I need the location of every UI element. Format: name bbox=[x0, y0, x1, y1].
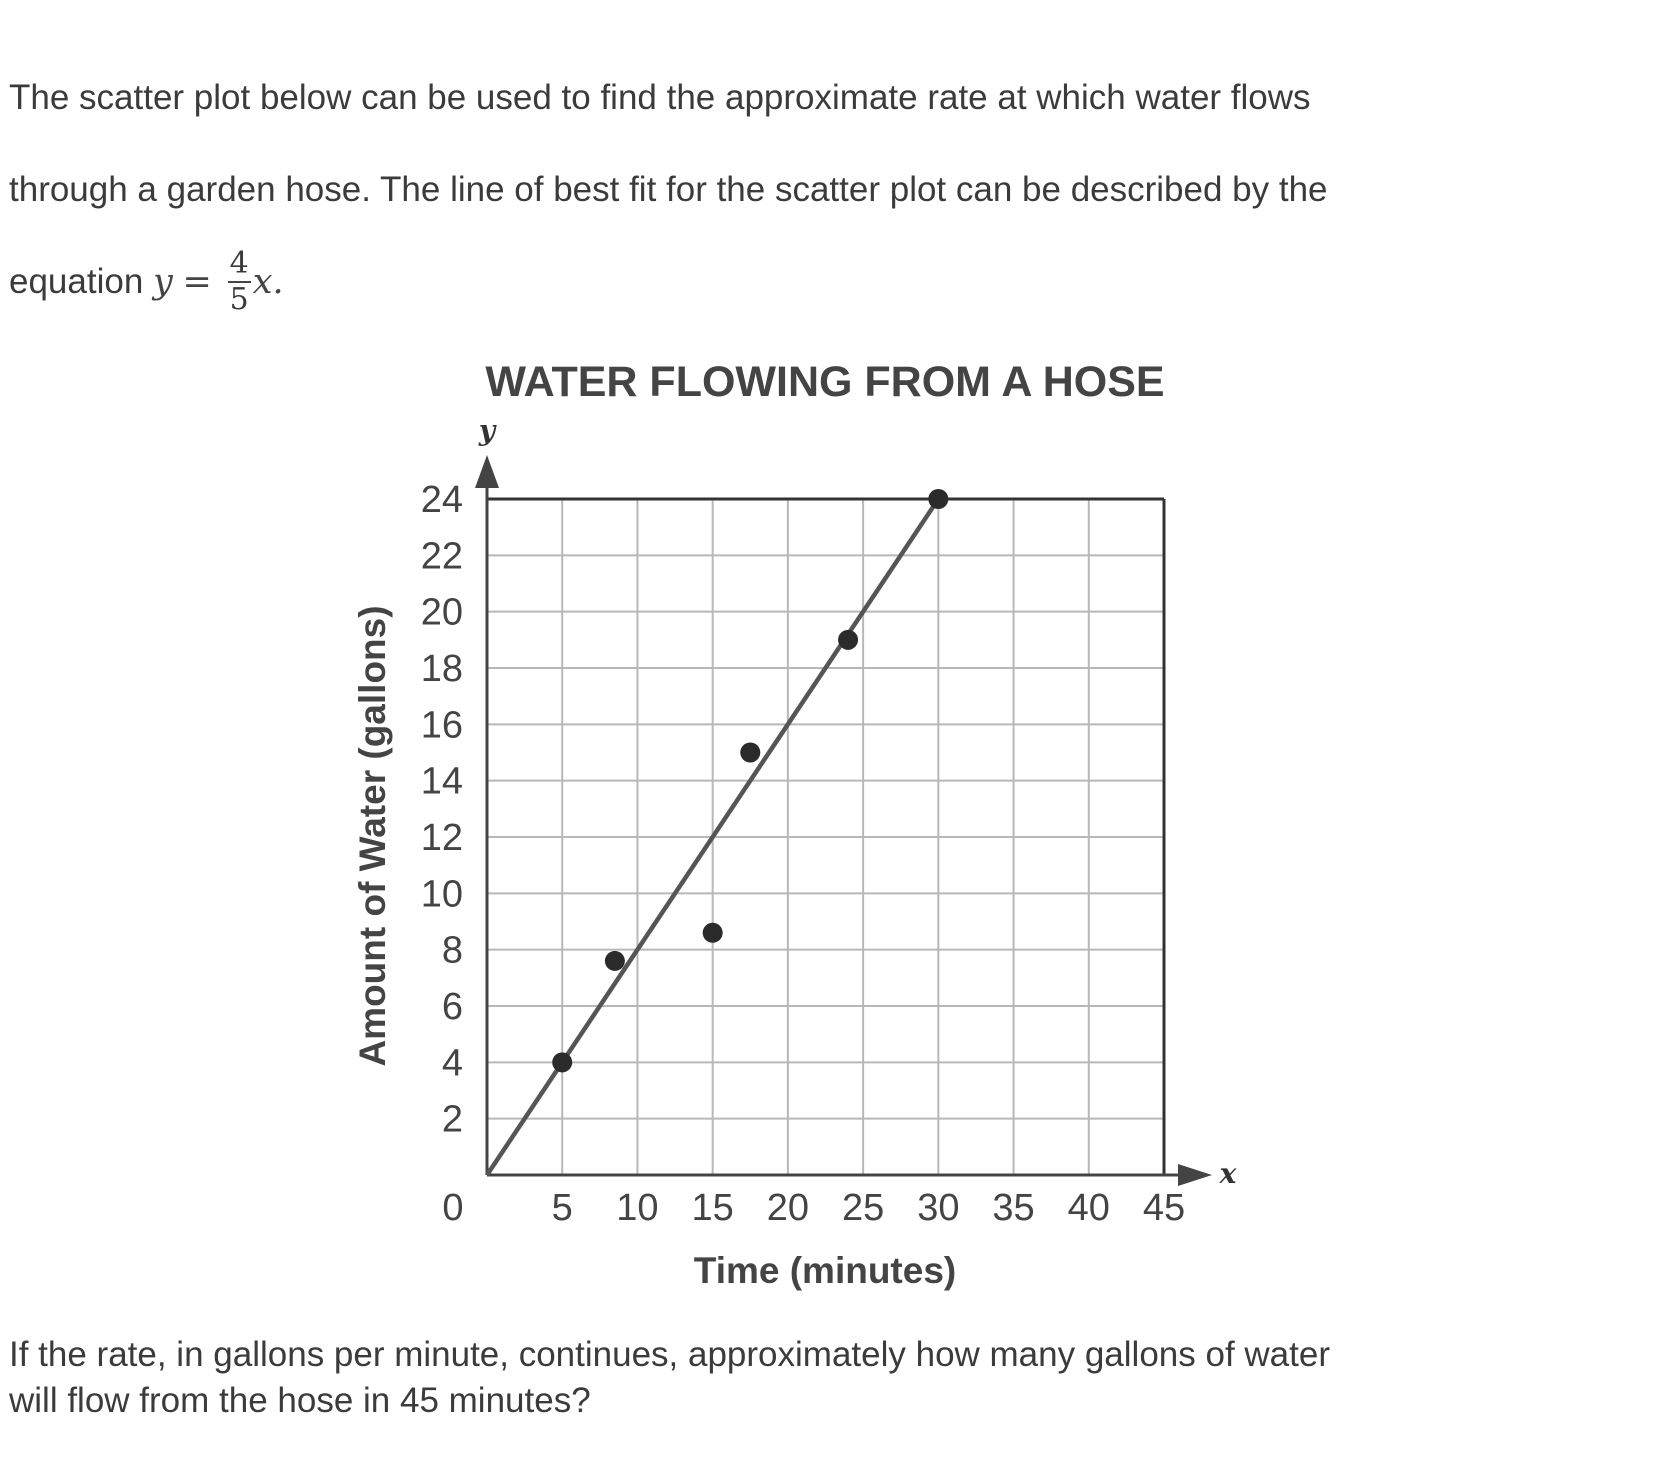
y-axis-symbol: y bbox=[478, 414, 496, 447]
axes bbox=[475, 455, 1212, 1186]
fraction-numerator: 4 bbox=[229, 245, 249, 281]
grid bbox=[487, 499, 1164, 1175]
y-tick-label: 18 bbox=[420, 648, 463, 690]
data-point bbox=[740, 743, 760, 763]
y-tick-label: 10 bbox=[420, 873, 463, 916]
x-tick-label: 0 bbox=[442, 1187, 464, 1229]
y-tick-label: 22 bbox=[420, 535, 463, 578]
chart-title: WATER FLOWING FROM A HOSE bbox=[485, 358, 1165, 406]
x-axis-arrow bbox=[1178, 1164, 1212, 1186]
x-tick-label: 20 bbox=[766, 1187, 810, 1229]
x-tick-label: 40 bbox=[1067, 1187, 1110, 1229]
x-tick-label: 15 bbox=[691, 1187, 734, 1229]
question-text bbox=[9, 1332, 1569, 1424]
tick-labels bbox=[421, 479, 1185, 1229]
x-tick-label: 45 bbox=[1142, 1187, 1186, 1229]
y-axis-label: Amount of Water (gallons) bbox=[352, 605, 393, 1067]
intro-line-1: The scatter plot below can be used to find the approximate rate at which water flows bbox=[9, 78, 1311, 117]
x-tick-label: 35 bbox=[992, 1187, 1035, 1229]
y-tick-label: 2 bbox=[441, 1098, 463, 1141]
x-tick-label: 25 bbox=[841, 1187, 885, 1229]
y-tick-label: 20 bbox=[420, 591, 463, 634]
fraction-denominator: 5 bbox=[229, 281, 249, 317]
question-line-1: If the rate, in gallons per minute, continues, approximately how many gallons of water bbox=[9, 1335, 1330, 1374]
intro-line-2: through a garden hose. The line of best fit for the scatter plot can be described by the bbox=[9, 170, 1328, 209]
x-axis-label: Time (minutes) bbox=[693, 1250, 957, 1291]
x-tick-label: 10 bbox=[616, 1187, 659, 1229]
equation-rhs: x. bbox=[252, 262, 284, 302]
y-tick-label: 6 bbox=[441, 986, 463, 1028]
x-axis-symbol: x bbox=[1219, 1157, 1237, 1190]
data-point bbox=[605, 951, 625, 971]
y-tick-label: 14 bbox=[420, 760, 463, 803]
x-tick-label: 5 bbox=[551, 1187, 573, 1229]
x-tick-label: 30 bbox=[917, 1187, 960, 1229]
y-tick-label: 16 bbox=[420, 704, 463, 747]
data-point bbox=[928, 489, 948, 509]
equation-label: equation bbox=[9, 262, 144, 301]
equation-equals: = bbox=[182, 262, 212, 302]
y-tick-label: 24 bbox=[420, 479, 463, 521]
y-tick-label: 4 bbox=[441, 1042, 463, 1085]
data-point bbox=[552, 1052, 572, 1072]
data-point bbox=[703, 923, 723, 943]
y-tick-label: 12 bbox=[420, 817, 463, 859]
y-axis-arrow bbox=[475, 455, 499, 488]
question-line-2: will flow from the hose in 45 minutes? bbox=[9, 1381, 591, 1420]
equation-lhs: y bbox=[153, 262, 173, 302]
data-point bbox=[838, 630, 858, 650]
y-tick-label: 8 bbox=[441, 929, 463, 972]
